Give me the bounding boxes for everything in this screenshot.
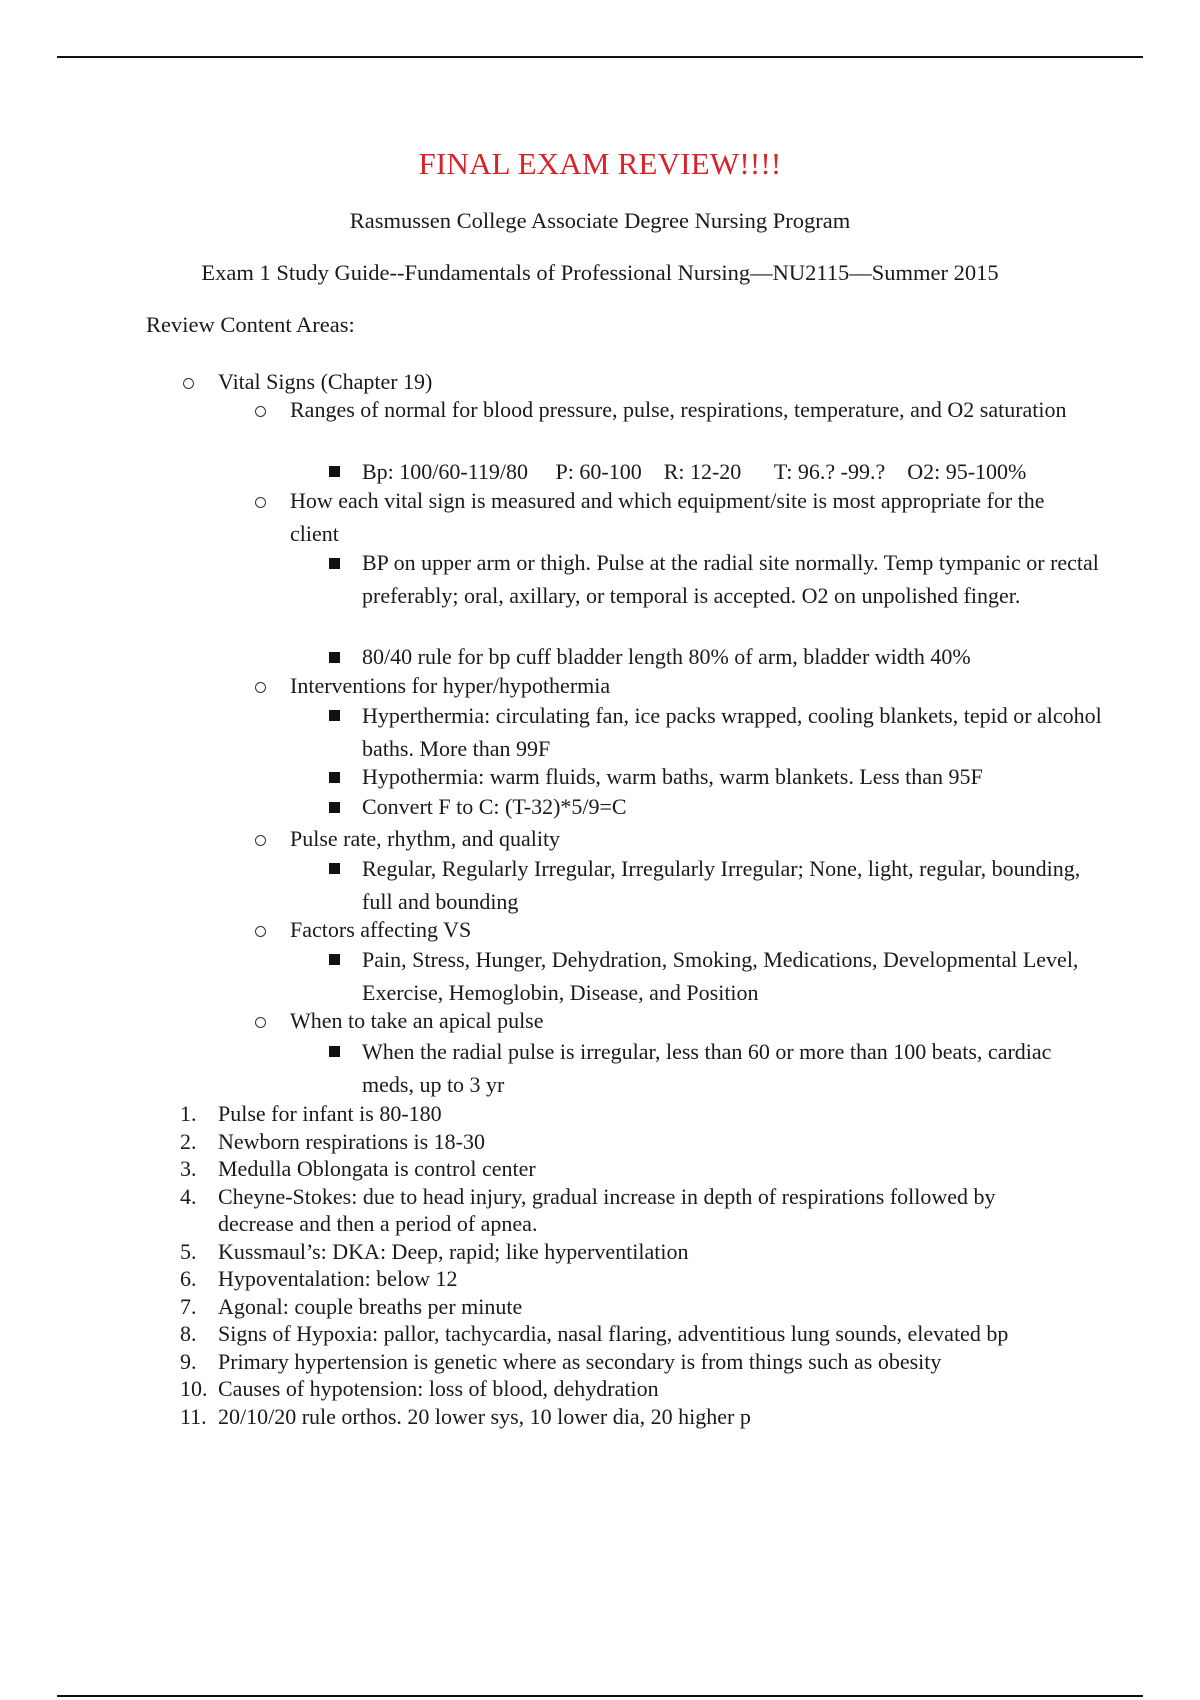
square-bullet-icon — [329, 954, 340, 965]
hollow-bullet-icon — [255, 926, 266, 937]
bottom-rule — [57, 1695, 1143, 1697]
outline-apical-heading: When to take an apical pulse — [290, 1008, 544, 1033]
list-text: Cheyne-Stokes: due to head injury, gradual increase in depth of respirations followed by decrease and then a period of apnea. — [218, 1183, 996, 1236]
outline-measure-heading: How each vital sign is measured and which equipment/site is most appropriate for the client — [290, 488, 1045, 546]
square-bullet-icon — [329, 710, 340, 721]
list-number: 11. — [180, 1403, 207, 1429]
hollow-bullet-icon — [255, 835, 266, 846]
list-number: 8. — [180, 1321, 197, 1346]
list-number: 9. — [180, 1348, 197, 1374]
square-bullet-icon — [329, 558, 340, 569]
outline-ranges-heading: Ranges of normal for blood pressure, pulse, respirations, temperature, and O2 saturation — [290, 397, 1067, 422]
outline-pulse-detail: Regular, Regularly Irregular, Irregularly Irregular; None, light, regular, bounding, full and bounding — [362, 856, 1081, 914]
page-title: FINAL EXAM REVIEW!!!! — [418, 146, 782, 181]
hollow-bullet-icon — [255, 406, 266, 417]
hollow-bullet-icon — [183, 378, 194, 389]
square-bullet-icon — [329, 652, 340, 663]
list-number: 6. — [180, 1266, 197, 1291]
list-text: Causes of hypotension: loss of blood, dehydration — [218, 1376, 659, 1401]
outline-factors-detail: Pain, Stress, Hunger, Dehydration, Smoking, Medications, Developmental Level, Exercise, Hemoglobin, Disease, and Position — [362, 947, 1079, 1005]
list-text: Signs of Hypoxia: pallor, tachycardia, nasal flaring, adventitious lung sounds, elevated bp — [218, 1321, 1009, 1346]
outline-apical-detail: When the radial pulse is irregular, less than 60 or more than 100 beats, cardiac meds, up to 3 yr — [362, 1039, 1052, 1097]
list-number: 10. — [180, 1376, 208, 1401]
outline-thermia-detail-3: Convert F to C: (T-32)*5/9=C — [362, 794, 627, 819]
hollow-bullet-icon — [255, 1017, 266, 1028]
list-text: Pulse for infant is 80-180 — [218, 1101, 442, 1126]
outline-thermia-detail-1: Hyperthermia: circulating fan, ice packs wrapped, cooling blankets, tepid or alcohol baths. More than 99F — [362, 703, 1102, 761]
outline-thermia-heading: Interventions for hyper/hypothermia — [290, 673, 611, 698]
outline-vital-signs: Vital Signs (Chapter 19) — [218, 369, 433, 394]
outline-measure-detail-1: BP on upper arm or thigh. Pulse at the radial site normally. Temp tympanic or rectal preferably; oral, axillary, or temporal is accepted. O2 on unpolished finger. — [362, 550, 1099, 608]
square-bullet-icon — [329, 802, 340, 813]
outline-thermia-detail-2: Hypothermia: warm fluids, warm baths, warm blankets. Less than 95F — [362, 764, 983, 789]
review-content-label: Review Content Areas: — [146, 312, 355, 337]
square-bullet-icon — [329, 466, 340, 477]
top-rule — [57, 56, 1143, 58]
outline-ranges-detail: Bp: 100/60-119/80 P: 60-100 R: 12-20 T: 96.? -99.? O2: 95-100% — [362, 459, 1027, 484]
list-text: Agonal: couple breaths per minute — [218, 1293, 523, 1319]
list-number: 7. — [180, 1293, 197, 1319]
square-bullet-icon — [329, 772, 340, 783]
list-text: Kussmaul’s: DKA: Deep, rapid; like hyperventilation — [218, 1238, 689, 1264]
list-number: 2. — [180, 1128, 197, 1154]
outline-pulse-heading: Pulse rate, rhythm, and quality — [290, 826, 561, 851]
list-text: Hypoventalation: below 12 — [218, 1266, 458, 1291]
outline-factors-heading: Factors affecting VS — [290, 917, 472, 942]
list-number: 1. — [180, 1101, 197, 1126]
list-number: 4. — [180, 1183, 197, 1209]
list-text: Medulla Oblongata is control center — [218, 1156, 536, 1181]
hollow-bullet-icon — [255, 682, 266, 693]
square-bullet-icon — [329, 1046, 340, 1057]
list-text: Newborn respirations is 18-30 — [218, 1128, 486, 1154]
list-number: 5. — [180, 1238, 197, 1264]
study-guide-subtitle: Exam 1 Study Guide--Fundamentals of Professional Nursing—NU2115—Summer 2015 — [201, 260, 999, 285]
program-name: Rasmussen College Associate Degree Nursing Program — [349, 208, 851, 233]
list-text: 20/10/20 rule orthos. 20 lower sys, 10 lower dia, 20 higher p — [218, 1403, 751, 1429]
list-text: Primary hypertension is genetic where as secondary is from things such as obesity — [218, 1348, 942, 1374]
hollow-bullet-icon — [255, 497, 266, 508]
square-bullet-icon — [329, 863, 340, 874]
outline-measure-detail-2: 80/40 rule for bp cuff bladder length 80% of arm, bladder width 40% — [362, 644, 971, 669]
list-number: 3. — [180, 1156, 197, 1181]
